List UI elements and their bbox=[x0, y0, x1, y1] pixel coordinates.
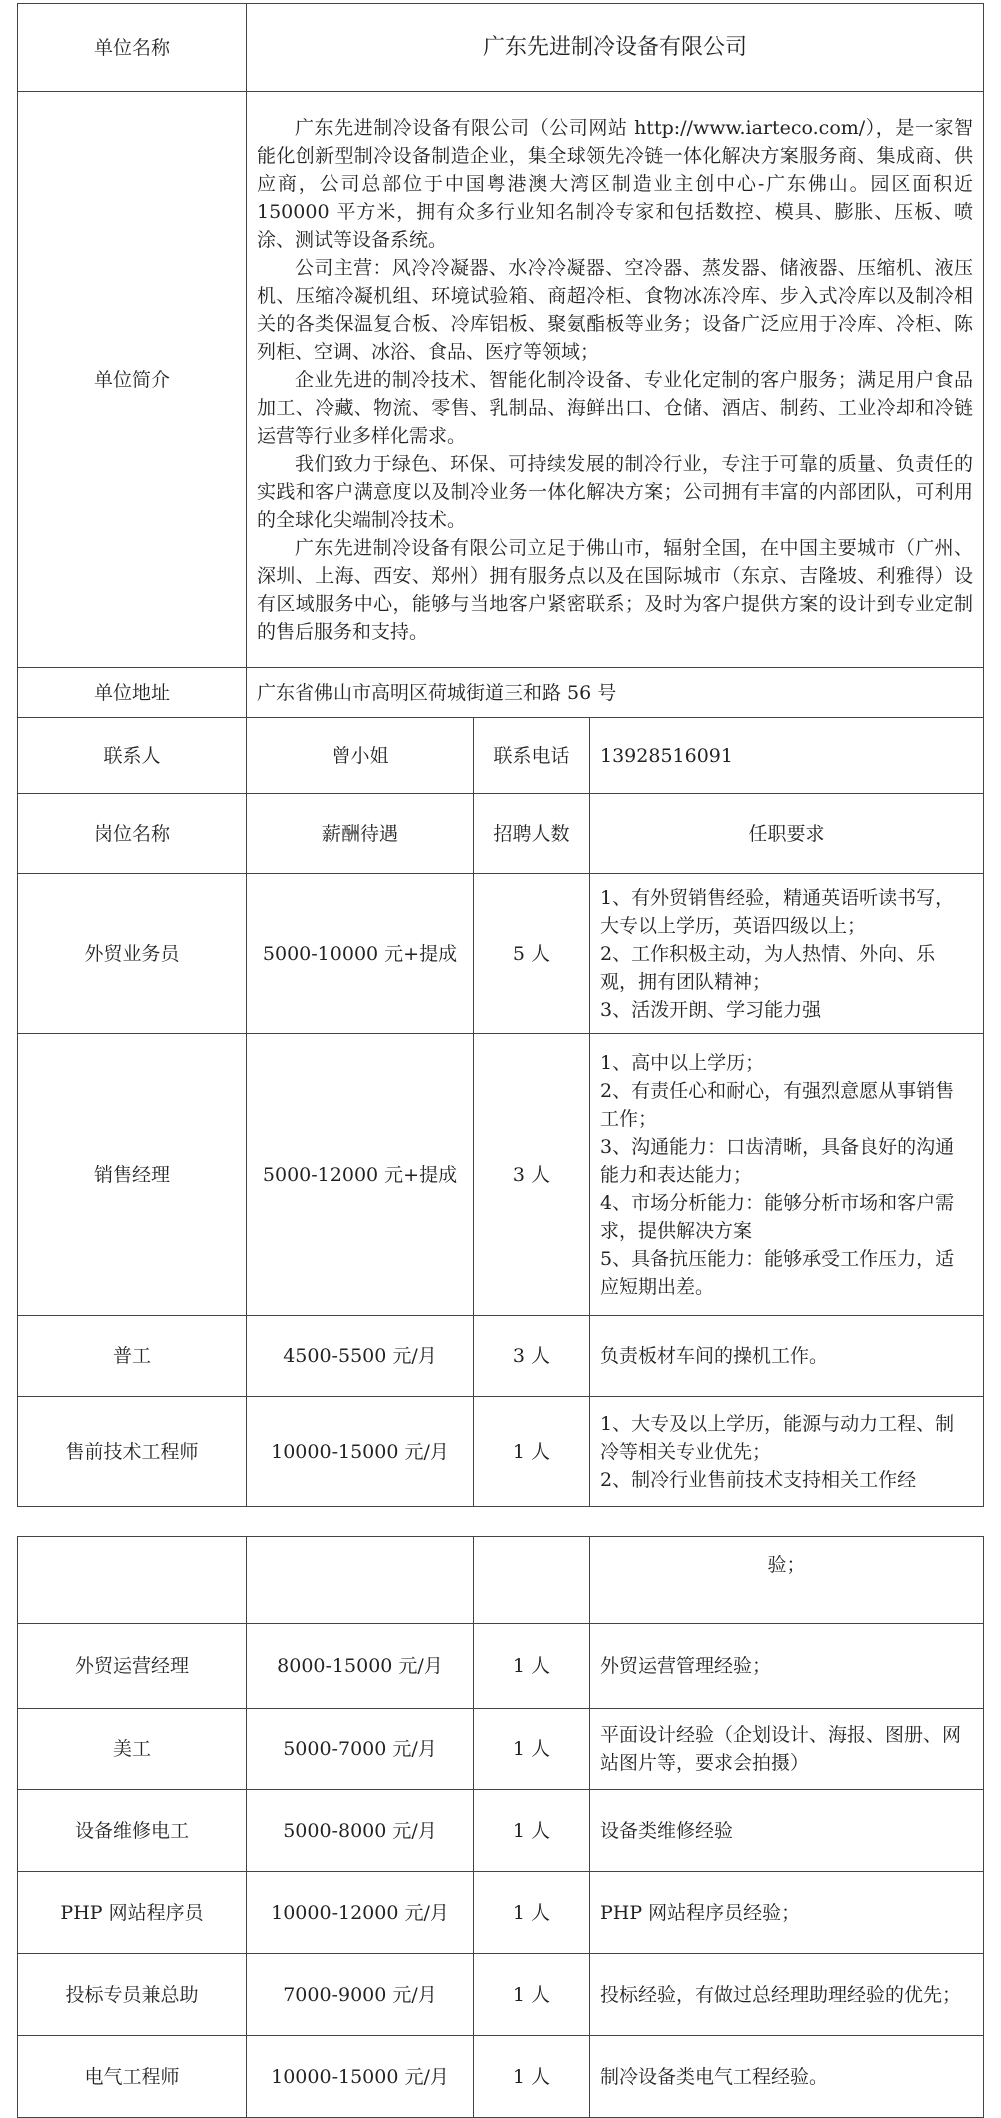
table-row bbox=[18, 874, 984, 1034]
job-count: 1 人 bbox=[474, 1872, 590, 1954]
phone-label: 联系电话 bbox=[474, 718, 590, 794]
job-salary: 8000-15000 元/月 bbox=[247, 1624, 474, 1709]
job-salary: 10000-15000 元/月 bbox=[247, 1397, 474, 1507]
intro-paragraph: 公司主营：风冷冷凝器、水冷冷凝器、空冷器、蒸发器、储液器、压缩机、液压机、压缩冷凝机组、环境试验箱、商超冷柜、食物冰冻冷库、步入式冷库以及制冷相关的各类保温复合板、冷库铝板、聚氨酯板等业务；设备广泛应用于冷库、冷柜、陈列柜、空调、冰浴、食品、医疗等领域； bbox=[257, 256, 974, 363]
table-row bbox=[18, 1954, 984, 2036]
requirement-line: 3、活泼开朗、学习能力强 bbox=[600, 998, 822, 1021]
requirement-line: 平面设计经验（企划设计、海报、图册、网站图片等，要求会拍摄） bbox=[600, 1724, 962, 1774]
requirement-line: 5、具备抗压能力：能够承受工作压力，适应短期出差。 bbox=[600, 1247, 955, 1298]
job-salary: 4500-5500 元/月 bbox=[247, 1316, 474, 1397]
job-salary: 5000-7000 元/月 bbox=[247, 1709, 474, 1790]
company-name: 广东先进制冷设备有限公司 bbox=[247, 4, 984, 92]
table-row bbox=[18, 1624, 984, 1709]
intro-paragraph: 广东先进制冷设备有限公司（公司网站 http://www.iarteco.com/），是一家智能化创新型制冷设备制造企业，集全球领先冷链一体化解决方案服务商、集成商、供应商，公司总部位于中国粤港澳大湾区制造业主创中心-广东佛山。园区面积近 150000 平方米，拥有众多行业知名制冷专家和包括数控、模具、膨胀、压板、喷涂、测试等设备系统。 bbox=[257, 116, 974, 251]
company-intro bbox=[247, 92, 984, 668]
job-position: 售前技术工程师 bbox=[18, 1397, 247, 1507]
table-row bbox=[18, 1790, 984, 1872]
requirement-line: 外贸运营管理经验； bbox=[600, 1655, 772, 1677]
contact-name: 曾小姐 bbox=[247, 718, 474, 794]
requirement-line: 3、沟通能力：口齿清晰，具备良好的沟通能力和表达能力； bbox=[600, 1135, 955, 1186]
job-salary: 5000-12000 元+提成 bbox=[247, 1034, 474, 1316]
continuation-text: 验； bbox=[590, 1537, 984, 1624]
job-position: 销售经理 bbox=[18, 1034, 247, 1316]
phone-number: 13928516091 bbox=[590, 718, 984, 794]
job-position: 外贸业务员 bbox=[18, 874, 247, 1034]
job-requirements bbox=[590, 1709, 984, 1790]
requirement-line: 1、高中以上学历； bbox=[600, 1051, 765, 1074]
job-count: 3 人 bbox=[474, 1316, 590, 1397]
jobs-header-row bbox=[18, 794, 984, 874]
recruitment-table-continued bbox=[17, 1536, 984, 2118]
table-row bbox=[18, 1316, 984, 1397]
job-requirements bbox=[590, 1034, 984, 1316]
company-name-label: 单位名称 bbox=[18, 4, 247, 92]
job-requirements bbox=[590, 1397, 984, 1507]
company-name-row bbox=[18, 4, 984, 92]
job-requirements bbox=[590, 1624, 984, 1709]
intro-paragraph: 企业先进的制冷技术、智能化制冷设备、专业化定制的客户服务；满足用户食品加工、冷藏、物流、零售、乳制品、海鲜出口、仓储、酒店、制药、工业冷却和冷链运营等行业多样化需求。 bbox=[257, 368, 974, 447]
job-position: PHP 网站程序员 bbox=[18, 1872, 247, 1954]
company-address: 广东省佛山市高明区荷城街道三和路 56 号 bbox=[247, 668, 984, 718]
job-count: 1 人 bbox=[474, 1709, 590, 1790]
company-address-label: 单位地址 bbox=[18, 668, 247, 718]
requirement-line: 1、有外贸销售经验，精通英语听读书写，大专以上学历，英语四级以上； bbox=[600, 886, 955, 937]
table-row bbox=[18, 1709, 984, 1790]
requirement-line: 设备类维修经验 bbox=[600, 1819, 734, 1842]
job-count: 5 人 bbox=[474, 874, 590, 1034]
table-row bbox=[18, 1397, 984, 1507]
contact-label: 联系人 bbox=[18, 718, 247, 794]
header-salary: 薪酬待遇 bbox=[247, 794, 474, 874]
requirement-line: 2、制冷行业售前技术支持相关工作经 bbox=[600, 1468, 917, 1491]
requirement-line: 2、有责任心和耐心，有强烈意愿从事销售工作； bbox=[600, 1079, 955, 1130]
intro-paragraph: 我们致力于绿色、环保、可持续发展的制冷行业，专注于可靠的质量、负责任的实践和客户满意度以及制冷业务一体化解决方案；公司拥有丰富的内部团队，可利用的全球化尖端制冷技术。 bbox=[257, 452, 974, 531]
requirement-line: 2、工作积极主动，为人热情、外向、乐观，拥有团队精神； bbox=[600, 942, 936, 993]
job-count: 1 人 bbox=[474, 1790, 590, 1872]
job-salary: 5000-10000 元+提成 bbox=[247, 874, 474, 1034]
job-requirements bbox=[590, 1790, 984, 1872]
company-intro-label: 单位简介 bbox=[18, 92, 247, 668]
recruitment-table bbox=[17, 3, 984, 1507]
job-position: 普工 bbox=[18, 1316, 247, 1397]
job-salary: 5000-8000 元/月 bbox=[247, 1790, 474, 1872]
table-row bbox=[18, 1034, 984, 1316]
job-position: 电气工程师 bbox=[18, 2036, 247, 2118]
job-count: 3 人 bbox=[474, 1034, 590, 1316]
requirement-line: 4、市场分析能力：能够分析市场和客户需求，提供解决方案 bbox=[600, 1191, 955, 1242]
job-count: 1 人 bbox=[474, 1954, 590, 2036]
header-count: 招聘人数 bbox=[474, 794, 590, 874]
job-count: 1 人 bbox=[474, 1624, 590, 1709]
requirement-line: 1、大专及以上学历，能源与动力工程、制冷等相关专业优先； bbox=[600, 1412, 955, 1463]
requirement-line: PHP 网站程序员经验； bbox=[600, 1901, 801, 1924]
header-position: 岗位名称 bbox=[18, 794, 247, 874]
table-row bbox=[18, 1872, 984, 1954]
job-salary: 10000-12000 元/月 bbox=[247, 1872, 474, 1954]
header-requirements: 任职要求 bbox=[590, 794, 984, 874]
continuation-row bbox=[18, 1537, 984, 1624]
job-position: 外贸运营经理 bbox=[18, 1624, 247, 1709]
job-salary: 7000-9000 元/月 bbox=[247, 1954, 474, 2036]
job-count: 1 人 bbox=[474, 2036, 590, 2118]
job-salary: 10000-15000 元/月 bbox=[247, 2036, 474, 2118]
job-requirements bbox=[590, 1954, 984, 2036]
job-requirements bbox=[590, 874, 984, 1034]
job-requirements bbox=[590, 1872, 984, 1954]
requirement-line: 制冷设备类电气工程经验。 bbox=[600, 2065, 829, 2088]
intro-paragraph: 广东先进制冷设备有限公司立足于佛山市，辐射全国，在中国主要城市（广州、深圳、上海、西安、郑州）拥有服务点以及在国际城市（东京、吉隆坡、利雅得）设有区域服务中心，能够与当地客户紧密联系；及时为客户提供方案的设计到专业定制的售后服务和支持。 bbox=[257, 536, 974, 643]
job-count: 1 人 bbox=[474, 1397, 590, 1507]
job-position: 美工 bbox=[18, 1709, 247, 1790]
table-row bbox=[18, 2036, 984, 2118]
job-requirements bbox=[590, 1316, 984, 1397]
requirement-line: 负责板材车间的操机工作。 bbox=[600, 1345, 829, 1367]
company-address-row bbox=[18, 668, 984, 718]
job-requirements bbox=[590, 2036, 984, 2118]
company-intro-row bbox=[18, 92, 984, 668]
job-position: 投标专员兼总助 bbox=[18, 1954, 247, 2036]
job-position: 设备维修电工 bbox=[18, 1790, 247, 1872]
requirement-line: 投标经验，有做过总经理助理经验的优先； bbox=[600, 1983, 962, 2006]
contact-row bbox=[18, 718, 984, 794]
